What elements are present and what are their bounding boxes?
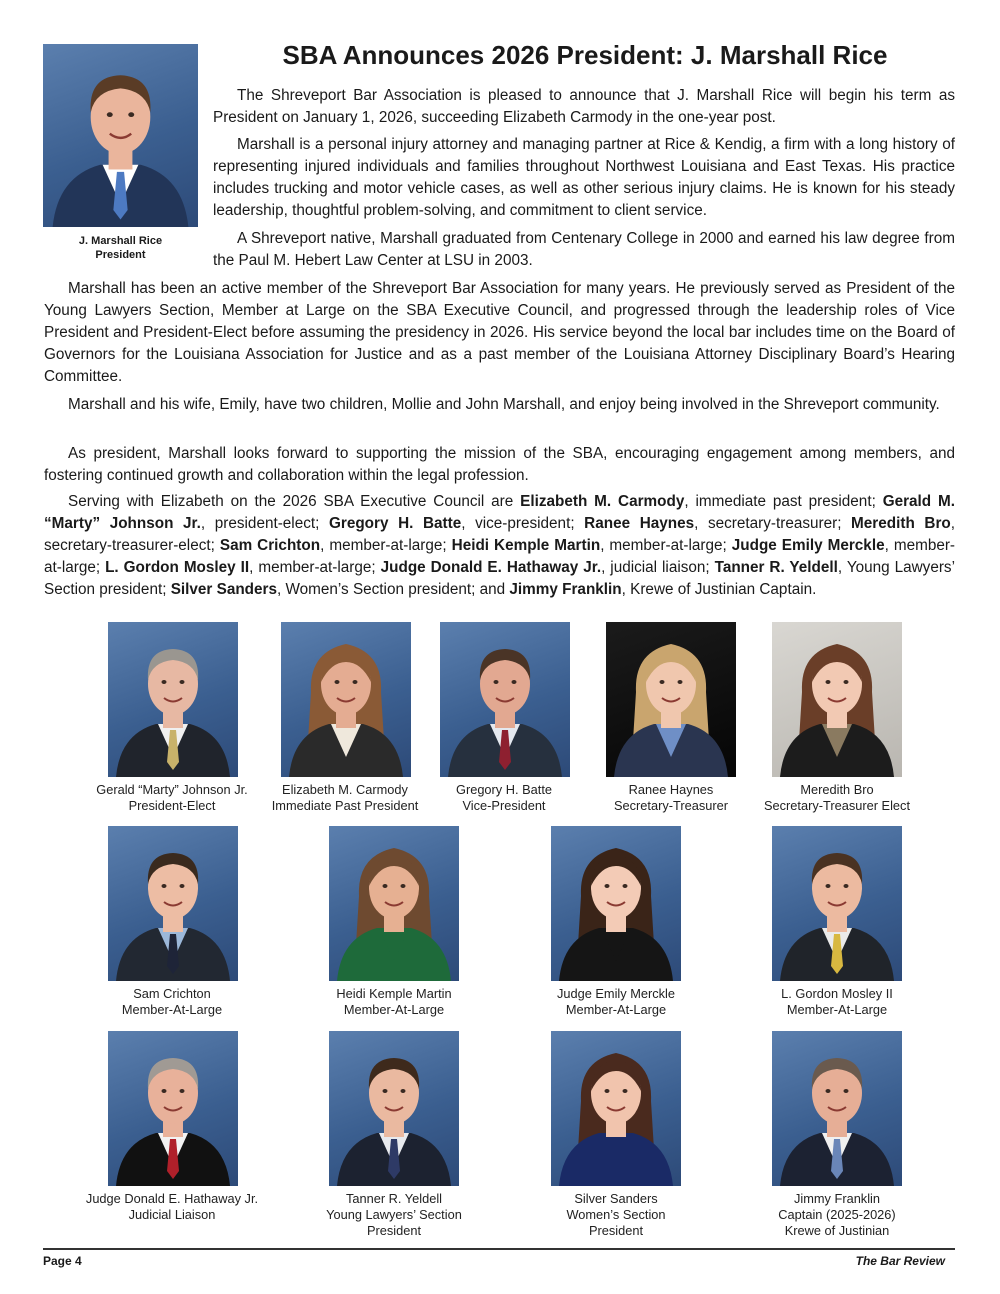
member-role: Member-At-Large	[343, 1002, 445, 1017]
council-member-name: Judge Emily Merckle	[731, 537, 885, 554]
council-member-caption	[82, 782, 262, 814]
member-name: Elizabeth M. Carmody	[282, 782, 408, 797]
member-name: Tanner R. Yeldell	[345, 1191, 443, 1206]
member-name: Sam Crichton	[133, 986, 211, 1001]
council-member-photo	[551, 1031, 681, 1186]
council-member-caption	[581, 782, 761, 814]
council-member-photo	[108, 826, 238, 981]
council-text: , member-at-large;	[44, 537, 956, 576]
member-name: Heidi Kemple Martin	[336, 986, 452, 1001]
page-number: Page 4	[43, 1254, 82, 1268]
publication-name: The Bar Review	[855, 1254, 945, 1268]
council-member-photo	[329, 826, 459, 981]
marshall-rice-photo	[43, 44, 198, 227]
member-role: Krewe of Justinian	[784, 1223, 890, 1238]
member-name: Gregory H. Batte	[455, 782, 552, 797]
member-name: Judge Donald E. Hathaway Jr.	[85, 1191, 259, 1206]
member-role: Judicial Liaison	[128, 1207, 216, 1222]
council-text: , Women’s Section president; and	[277, 581, 510, 598]
main-caption-role: President	[95, 249, 146, 261]
council-member-caption	[747, 1191, 927, 1239]
council-text: Serving with Elizabeth on the 2026 SBA Executive Council are	[68, 493, 521, 510]
council-member-caption	[747, 986, 927, 1018]
main-photo-caption	[43, 234, 198, 262]
council-paragraph	[44, 491, 955, 601]
council-member-name: Meredith Bro	[851, 515, 951, 532]
member-role: Member-At-Large	[121, 1002, 223, 1017]
council-member-photo	[772, 1031, 902, 1186]
member-name: Gerald “Marty” Johnson Jr.	[96, 782, 248, 797]
council-member-name: Silver Sanders	[170, 581, 277, 598]
member-role: Member-At-Large	[786, 1002, 888, 1017]
member-role: President-Elect	[128, 798, 216, 813]
member-role: Secretary-Treasurer Elect	[763, 798, 911, 813]
member-name: Ranee Haynes	[628, 782, 714, 797]
member-role: Vice-President	[462, 798, 546, 813]
member-role: President	[366, 1223, 422, 1238]
member-role: Young Lawyers’ Section	[326, 1207, 462, 1222]
council-member-name: Gerald M. “Marty” Johnson Jr.	[44, 493, 956, 532]
council-member-photo	[108, 1031, 238, 1186]
council-member-name: Elizabeth M. Carmody	[520, 493, 685, 510]
council-member-photo	[329, 1031, 459, 1186]
council-member-photo	[440, 622, 570, 777]
council-member-name: Sam Crichton	[219, 537, 321, 554]
member-role: Secretary-Treasurer	[613, 798, 729, 813]
member-name: Jimmy Franklin	[793, 1191, 881, 1206]
member-name: Judge Emily Merckle	[556, 986, 676, 1001]
council-text: , member-at-large;	[249, 559, 381, 576]
council-member-caption	[526, 1191, 706, 1239]
council-member-photo	[772, 622, 902, 777]
council-member-caption	[747, 782, 927, 814]
paragraph-6: As president, Marshall looks forward to supporting the mission of the SBA, encouraging engagement among members, and fostering continued growth and collaboration within the legal profession.	[44, 445, 955, 484]
council-text: , judicial liaison;	[601, 559, 715, 576]
council-member-name: L. Gordon Mosley II	[105, 559, 250, 576]
council-text: , secretary-treasurer-elect;	[44, 515, 955, 554]
member-role: Member-At-Large	[565, 1002, 667, 1017]
council-text: , secretary-treasurer;	[694, 515, 852, 532]
member-role: President	[588, 1223, 644, 1238]
council-member-name: Jimmy Franklin	[509, 581, 622, 598]
council-member-photo	[606, 622, 736, 777]
council-member-photo	[108, 622, 238, 777]
council-member-caption	[526, 986, 706, 1018]
member-role: Immediate Past President	[271, 798, 419, 813]
council-member-name: Tanner R. Yeldell	[714, 559, 838, 576]
council-member-caption	[304, 1191, 484, 1239]
paragraph-5: Marshall and his wife, Emily, have two children, Mollie and John Marshall, and enjoy being involved in the Shreveport community.	[68, 396, 940, 413]
member-name: L. Gordon Mosley II	[781, 986, 893, 1001]
council-member-name: Gregory H. Batte	[328, 515, 462, 532]
member-name: Meredith Bro	[800, 782, 874, 797]
main-caption-name: J. Marshall Rice	[78, 235, 163, 247]
member-role: Captain (2025-2026)	[778, 1207, 896, 1222]
council-text: , member-at-large;	[320, 537, 452, 554]
paragraph-1: The Shreveport Bar Association is pleased to announce that J. Marshall Rice will begin his term as President on January 1, 2026, succeeding Elizabeth Carmody in the one-year post.	[213, 87, 955, 126]
council-text: , Krewe of Justinian Captain.	[621, 581, 817, 598]
footer-divider	[43, 1248, 955, 1250]
council-member-caption	[255, 782, 435, 814]
council-text: , immediate past president;	[684, 493, 883, 510]
paragraph-3: A Shreveport native, Marshall graduated from Centenary College in 2000 and earned his law degree from the Paul M. Hebert Law Center at LSU in 2003.	[213, 230, 955, 269]
member-name: Silver Sanders	[574, 1191, 658, 1206]
paragraph-4: Marshall has been an active member of the Shreveport Bar Association for many years. He previously served as President of the Young Lawyers Section, Member at Large on the SBA Executive Council, and progressed through the leadership roles of Vice President and President-Elect before assuming the presidency in 2026. His service beyond the local bar includes time on the Board of Governors for the Louisiana Association for Justice and as a past member of the Louisiana Attorney Disciplinary Board’s Hearing Committee.	[44, 280, 955, 385]
paragraph-2: Marshall is a personal injury attorney and managing partner at Rice & Kendig, a firm with a long history of representing injured individuals and families throughout Northwest Louisiana and East Texas. His practice includes trucking and motor vehicle cases, as well as other serious injury claims. He is known for his steady leadership, thoughtful problem-solving, and commitment to client service.	[213, 136, 955, 219]
council-member-caption	[304, 986, 484, 1018]
council-member-photo	[281, 622, 411, 777]
council-member-caption	[414, 782, 594, 814]
council-member-name: Heidi Kemple Martin	[451, 537, 601, 554]
council-member-caption	[82, 1191, 262, 1223]
article-title: SBA Announces 2026 President: J. Marshall Rice	[282, 40, 888, 70]
council-member-photo	[772, 826, 902, 981]
council-member-name: Ranee Haynes	[584, 515, 695, 532]
council-text: , member-at-large;	[600, 537, 732, 554]
council-text: , Young Lawyers’ Section president;	[44, 559, 955, 598]
council-member-caption	[82, 986, 262, 1018]
council-text: , vice-president;	[461, 515, 585, 532]
council-member-name: Judge Donald E. Hathaway Jr.	[380, 559, 602, 576]
member-role: Women’s Section	[566, 1207, 666, 1222]
council-text: , president-elect;	[200, 515, 329, 532]
council-member-photo	[551, 826, 681, 981]
